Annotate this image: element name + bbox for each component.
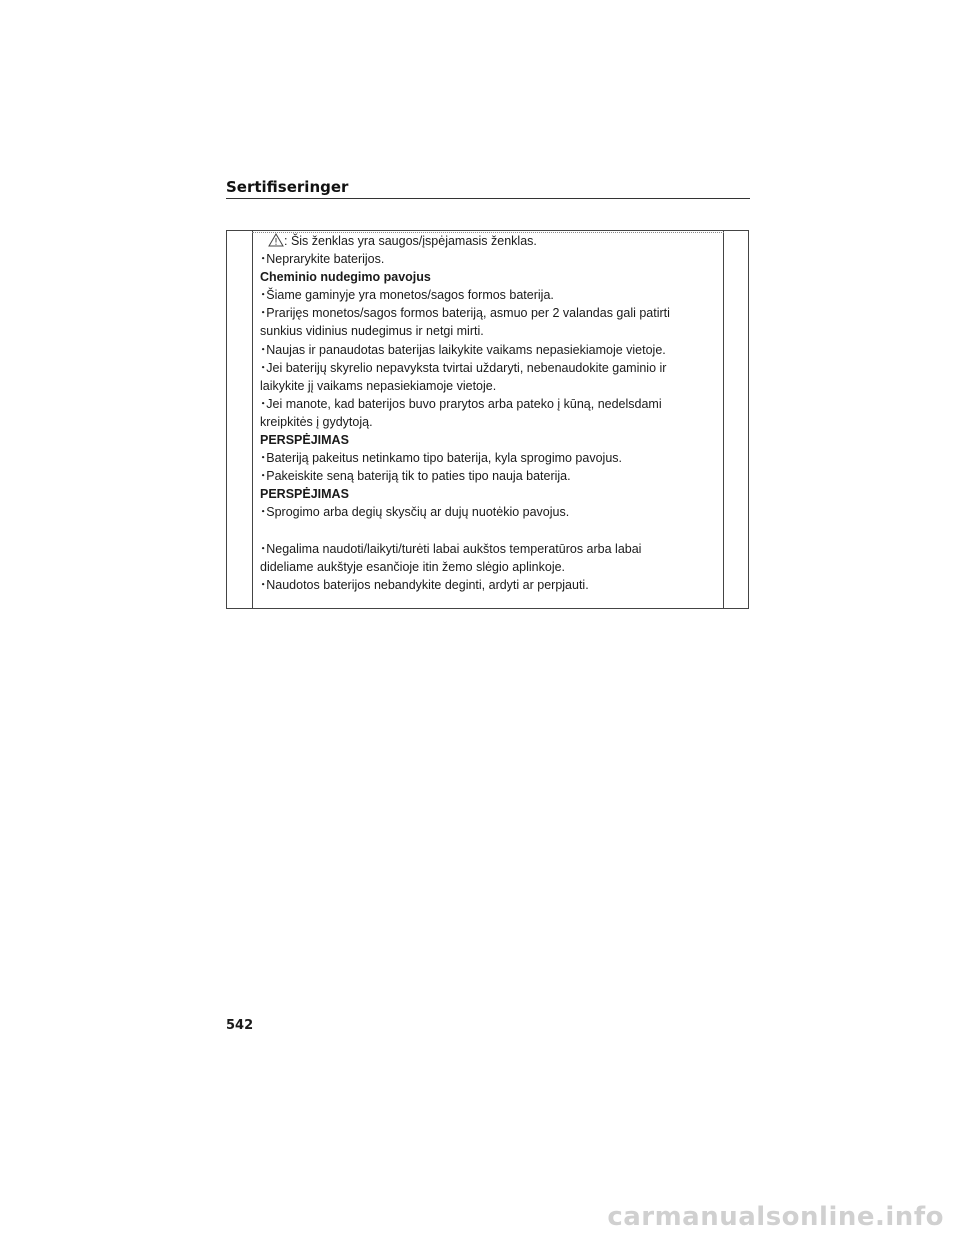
warning-heading: PERSPĖJIMAS — [260, 487, 349, 502]
warning-line: kreipkitės į gydytoją. — [260, 414, 373, 429]
symbol-note-text: : Šis ženklas yra saugos/įspėjamasis ženklas. — [284, 234, 537, 248]
title-divider — [226, 198, 750, 199]
warning-heading: PERSPĖJIMAS — [260, 433, 349, 448]
watermark: carmanualsonline.info — [607, 1202, 944, 1232]
blank-line — [260, 522, 720, 540]
warning-line: ･Jei baterijų skyrelio nepavyksta tvirtai uždaryti, nebenaudokite gaminio ir — [260, 360, 667, 375]
warning-line: ･Naujas ir panaudotas baterijas laikykite vaikams nepasiekiamoje vietoje. — [260, 342, 666, 357]
warning-line: dideliame aukštyje esančioje itin žemo slėgio aplinkoje. — [260, 559, 566, 574]
warning-line: ･Jei manote, kad baterijos buvo prarytos arba pateko į kūną, nedelsdami — [260, 396, 662, 411]
symbol-note-line — [260, 232, 720, 250]
warning-line: ･Prarijęs monetos/sagos formos bateriją, asmuo per 2 valandas gali patirti — [260, 306, 670, 321]
warning-content — [260, 232, 720, 594]
warning-line: ･Negalima naudoti/laikyti/turėti labai aukštos temperatūros arba labai — [260, 541, 642, 556]
page-number: 542 — [226, 1018, 254, 1033]
section-title: Sertifiseringer — [226, 178, 349, 196]
warning-line: sunkius vidinius nudegimus ir netgi mirti. — [260, 324, 484, 339]
warning-line: ･Šiame gaminyje yra monetos/sagos formos baterija. — [260, 288, 554, 303]
warning-line: ･Sprogimo arba degių skysčių ar dujų nuotėkio pavojus. — [260, 505, 570, 520]
warning-line: ･Naudotos baterijos nebandykite deginti, ardyti ar perpjauti. — [260, 577, 589, 592]
warning-line: laikykite jį vaikams nepasiekiamoje vietoje. — [260, 378, 497, 393]
warning-line: ･Bateriją pakeitus netinkamo tipo baterija, kyla sprogimo pavojus. — [260, 451, 622, 466]
warning-line: ･Pakeiskite seną bateriją tik to paties tipo nauja baterija. — [260, 469, 571, 484]
warning-heading: Cheminio nudegimo pavojus — [260, 270, 431, 285]
warning-triangle-icon — [268, 233, 284, 247]
warning-line: ･Neprarykite baterijos. — [260, 252, 385, 267]
